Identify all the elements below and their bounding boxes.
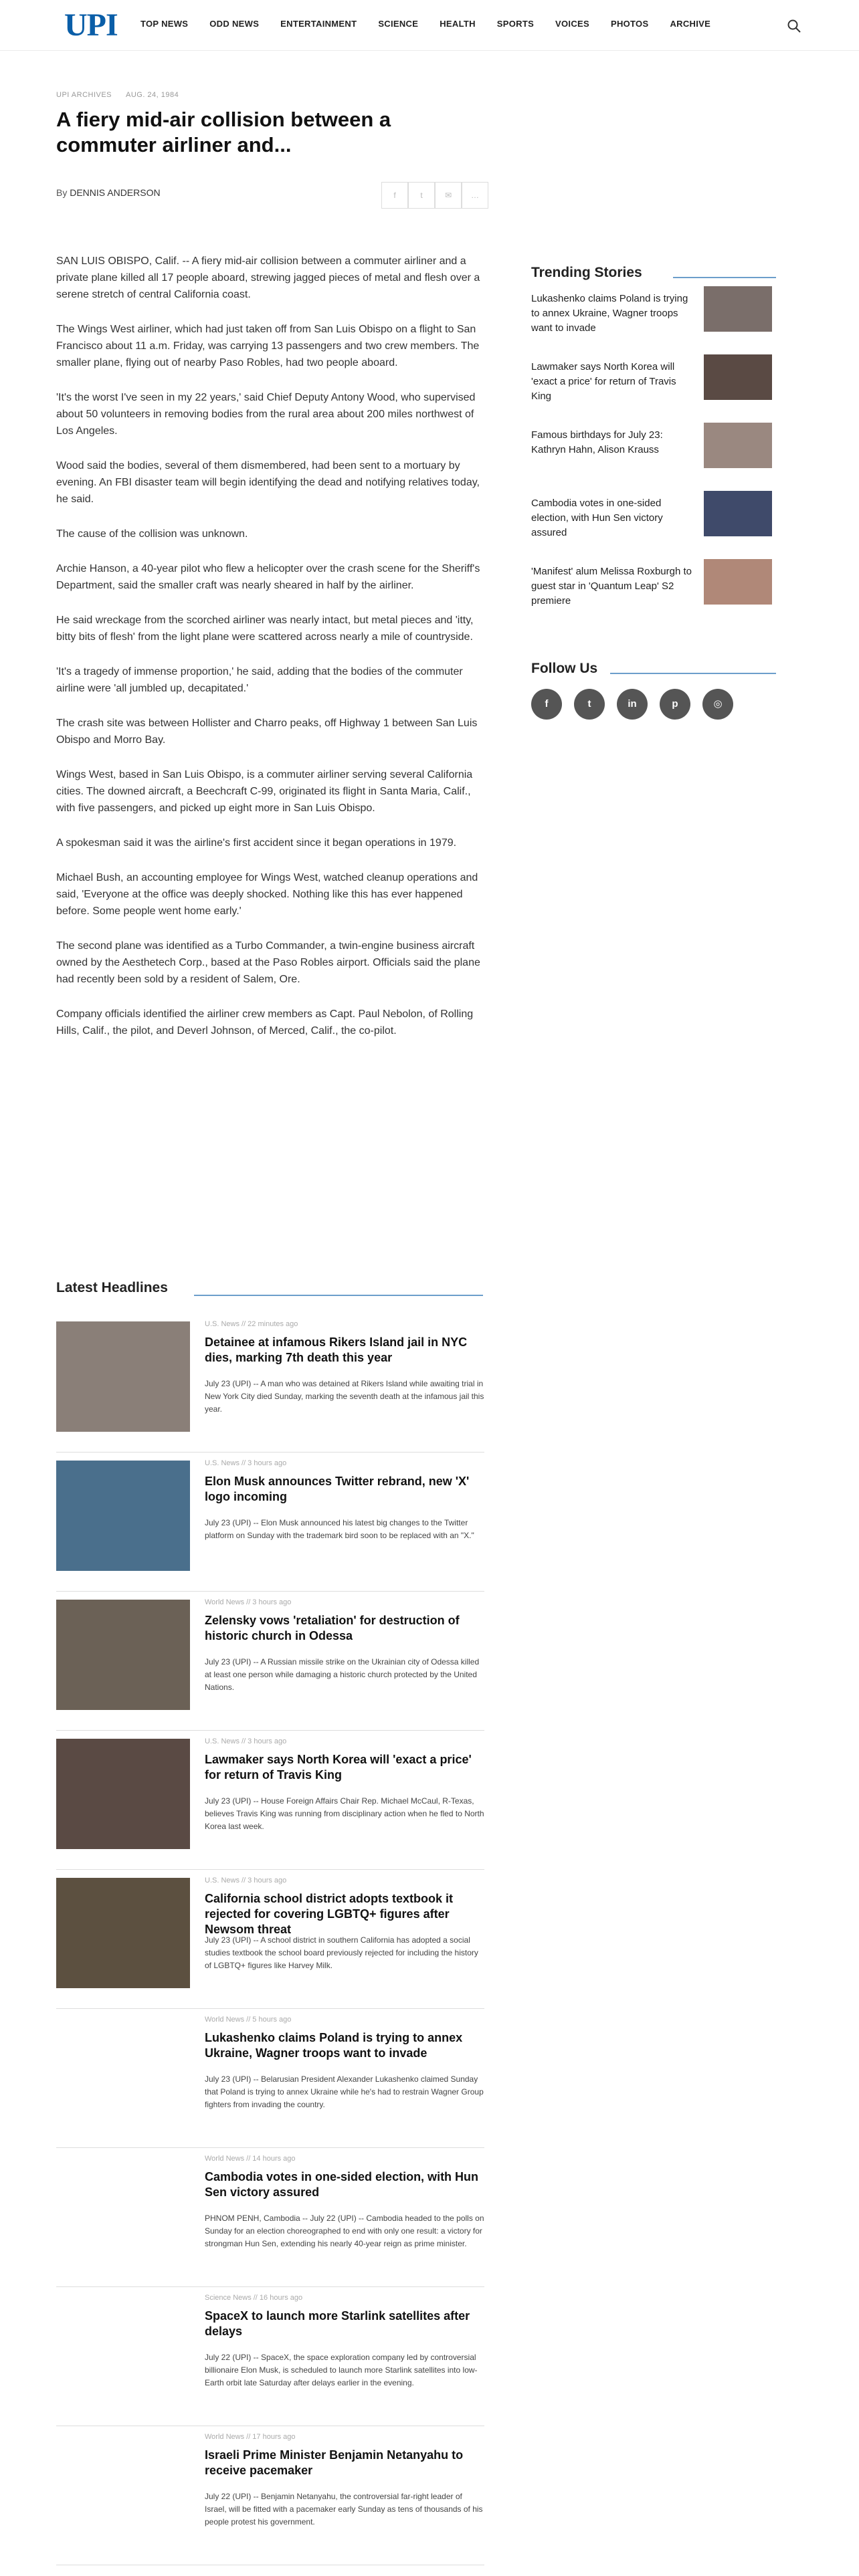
- article-paragraph: A spokesman said it was the airline's first accident since it began operations in 1979.: [56, 837, 457, 849]
- headline-summary: July 23 (UPI) -- Elon Musk announced his latest big changes to the Twitter platform on Sunday with the trademark bird soon to be replaced with an "X.": [205, 1518, 474, 1540]
- headline-category: World News // 17 hours ago: [205, 2433, 296, 2441]
- headline-title[interactable]: Israeli Prime Minister Benjamin Netanyahu to receive pacemaker: [205, 2448, 464, 2477]
- article-paragraph: The Wings West airliner, which had just taken off from San Luis Obispo on a flight to San Francisco about 11 a.m. Friday, was carrying 13 passengers and two crew members. The smaller plane, flying out of nearby Paso Robles, had two people aboard.: [56, 324, 480, 368]
- heading-divider: [610, 673, 776, 674]
- headline-summary: July 22 (UPI) -- Benjamin Netanyahu, the controversial far-right leader of Israel, will be fitted with a pacemaker early Sunday as tens of thousands of his people protest his government.: [205, 2492, 483, 2527]
- share-email-icon[interactable]: ✉: [435, 182, 462, 209]
- article-paragraph: Michael Bush, an accounting employee for Wings West, watched cleanup operations and said, 'Everyone at the office was deeply shocked. Nothing like this has ever happened before. Some people went home early.': [56, 872, 478, 917]
- headline-title[interactable]: Zelensky vows 'retaliation' for destruction of historic church in Odessa: [205, 1614, 460, 1642]
- trending-thumbnail[interactable]: [704, 354, 772, 400]
- article-paragraph: Archie Hanson, a 40-year pilot who flew a helicopter over the crash scene for the Sheriff's Department, said the smaller craft was nearly sheared in half by the airliner.: [56, 563, 480, 591]
- article-section[interactable]: UPI ARCHIVES: [56, 91, 112, 99]
- trending-thumbnail[interactable]: [704, 491, 772, 536]
- headline-summary: July 23 (UPI) -- A Russian missile strike on the Ukrainian city of Odessa killed at least one person while damaging a historic church protected by the United Nations.: [205, 1657, 480, 1692]
- twitter-icon[interactable]: t: [574, 689, 605, 720]
- article-title: A fiery mid-air collision between a commuter airliner and...: [56, 108, 391, 156]
- author-name[interactable]: DENNIS ANDERSON: [70, 187, 161, 198]
- headline-thumbnail[interactable]: [56, 1878, 190, 1988]
- nav-top-news[interactable]: TOP NEWS: [140, 19, 189, 29]
- article-paragraph: He said wreckage from the scorched airliner was nearly intact, but metal pieces and 'itty, bitty bits of flesh' from the light plane were scattered across nearly a mile of countryside.: [56, 615, 474, 643]
- headline-thumbnail[interactable]: [56, 1739, 190, 1849]
- trending-thumbnail[interactable]: [704, 559, 772, 605]
- trending-list: [531, 285, 772, 626]
- headline-thumbnail[interactable]: [56, 1461, 190, 1571]
- headline-title[interactable]: Lawmaker says North Korea will 'exact a price' for return of Travis King: [205, 1753, 472, 1782]
- headline-summary: July 23 (UPI) -- A school district in southern California has adopted a social studies textbook the school board previously rejected for including the history of LGBTQ+ figures like Harvey Milk.: [205, 1935, 478, 1970]
- headline-title[interactable]: Cambodia votes in one-sided election, with Hun Sen victory assured: [205, 2170, 479, 2199]
- trending-sidebar: [531, 265, 772, 626]
- follow-heading: [531, 661, 772, 681]
- nav-odd-news[interactable]: ODD NEWS: [209, 19, 260, 29]
- headline-item[interactable]: [56, 1313, 484, 1453]
- nav-voices[interactable]: VOICES: [555, 19, 589, 29]
- article-meta: [56, 91, 484, 102]
- article-paragraph: Company officials identified the airliner crew members as Capt. Paul Nebolon, of Rolling Hills, Calif., the pilot, and Deverl Johnson, of Merced, Calif., the co-pilot.: [56, 1008, 474, 1037]
- facebook-icon[interactable]: f: [531, 689, 562, 720]
- site-header: [0, 0, 859, 51]
- headline-item[interactable]: [56, 2009, 484, 2148]
- byline-prefix: By: [56, 187, 68, 198]
- headline-title[interactable]: Elon Musk announces Twitter rebrand, new 'X' logo incoming: [205, 1475, 470, 1503]
- trending-title[interactable]: Cambodia votes in one-sided election, with Hun Sen victory assured: [531, 498, 663, 538]
- share-buttons: [381, 182, 488, 209]
- share-twitter-icon[interactable]: t: [408, 182, 435, 209]
- trending-item[interactable]: [531, 490, 772, 558]
- headline-summary: July 23 (UPI) -- Belarusian President Alexander Lukashenko claimed Sunday that Poland is trying to annex Ukraine while he's had to restrain Wagner Group fighters from invading the country.: [205, 2074, 484, 2109]
- trending-title[interactable]: Lukashenko claims Poland is trying to annex Ukraine, Wagner troops want to invade: [531, 293, 688, 334]
- headline-title[interactable]: Lukashenko claims Poland is trying to annex Ukraine, Wagner troops want to invade: [205, 2031, 463, 2060]
- headline-category: World News // 3 hours ago: [205, 1598, 292, 1606]
- headline-thumbnail[interactable]: [56, 1321, 190, 1432]
- headline-item[interactable]: [56, 1731, 484, 1870]
- headline-item[interactable]: [56, 2426, 484, 2565]
- article-body: [56, 253, 484, 1057]
- article-paragraph: The second plane was identified as a Turbo Commander, a twin-engine business aircraft owned by the Aesthetech Corp., based at the Paso Robles airport. Officials said the plane had recently been sold by a resident of Salem, Ore.: [56, 940, 480, 985]
- headline-category: World News // 5 hours ago: [205, 2016, 292, 2024]
- trending-item[interactable]: [531, 421, 772, 490]
- social-icons: [531, 689, 733, 720]
- headline-summary: July 23 (UPI) -- A man who was detained at Rikers Island while awaiting trial in New York City died Sunday, marking the seventh death at the infamous jail this year.: [205, 1379, 484, 1414]
- heading-divider: [673, 277, 776, 278]
- headline-category: U.S. News // 3 hours ago: [205, 1737, 287, 1745]
- nav-entertainment[interactable]: ENTERTAINMENT: [280, 19, 357, 29]
- trending-item[interactable]: [531, 285, 772, 353]
- article-paragraph: Wood said the bodies, several of them dismembered, had been sent to a mortuary by evening. An FBI disaster team will begin identifying the dead and notifying relatives today, he said.: [56, 460, 480, 505]
- trending-thumbnail[interactable]: [704, 286, 772, 332]
- nav-archive[interactable]: ARCHIVE: [670, 19, 711, 29]
- linkedin-icon[interactable]: in: [617, 689, 648, 720]
- nav-sports[interactable]: SPORTS: [496, 19, 535, 29]
- headline-title[interactable]: California school district adopts textbook it rejected for covering LGBTQ+ figures after Newsom threat: [205, 1892, 454, 1936]
- headline-category: Science News // 16 hours ago: [205, 2294, 303, 2302]
- trending-title[interactable]: Lawmaker says North Korea will 'exact a price' for return of Travis King: [531, 361, 676, 402]
- headline-summary: July 22 (UPI) -- SpaceX, the space exploration company led by controversial billionaire Elon Musk, is scheduled to launch more Starlink satellites into low-Earth orbit late Saturday after delays earlier in the evening.: [205, 2353, 478, 2387]
- nav-science[interactable]: SCIENCE: [378, 19, 419, 29]
- search-icon[interactable]: [787, 19, 801, 33]
- article-paragraph: The crash site was between Hollister and Charro peaks, off Highway 1 between San Luis Obispo and Morro Bay.: [56, 718, 478, 746]
- heading-divider: [194, 1295, 483, 1296]
- article-date: AUG. 24, 1984: [125, 91, 179, 99]
- share-comment-icon[interactable]: …: [462, 182, 488, 209]
- article-paragraph: Wings West, based in San Luis Obispo, is a commuter airliner serving several California cities. The downed aircraft, a Beechcraft C-99, originated its flight in Santa Maria, Calif., with five passengers, and picked up eight more in San Luis Obispo.: [56, 769, 473, 814]
- headline-item[interactable]: [56, 1453, 484, 1592]
- headline-item[interactable]: [56, 2148, 484, 2287]
- headline-item[interactable]: [56, 2287, 484, 2426]
- follow-us: [531, 661, 772, 710]
- headline-title[interactable]: Detainee at infamous Rikers Island jail in NYC dies, marking 7th death this year: [205, 1335, 468, 1364]
- headline-category: U.S. News // 3 hours ago: [205, 1459, 287, 1467]
- latest-headlines-list: [56, 1313, 484, 2565]
- headline-item[interactable]: [56, 1592, 484, 1731]
- article: [56, 91, 484, 1037]
- trending-item[interactable]: [531, 353, 772, 421]
- trending-title[interactable]: 'Manifest' alum Melissa Roxburgh to guest star in 'Quantum Leap' S2 premiere: [531, 566, 692, 607]
- follow-heading-text: Follow Us: [531, 661, 598, 676]
- instagram-icon[interactable]: ◎: [702, 689, 733, 720]
- headline-thumbnail[interactable]: [56, 1600, 190, 1710]
- article-paragraph: The cause of the collision was unknown.: [56, 528, 248, 540]
- share-facebook-icon[interactable]: f: [381, 182, 408, 209]
- latest-headlines-heading: Latest Headlines: [56, 1280, 168, 1295]
- main-nav: [140, 19, 710, 29]
- trending-heading-text: Trending Stories: [531, 265, 642, 280]
- article-paragraph: 'It's a tragedy of immense proportion,' he said, adding that the bodies of the commuter airline were 'all jumbled up, decapitated.': [56, 666, 463, 694]
- nav-health[interactable]: HEALTH: [440, 19, 476, 29]
- trending-thumbnail[interactable]: [704, 423, 772, 468]
- article-paragraph: SAN LUIS OBISPO, Calif. -- A fiery mid-air collision between a commuter airliner and a private plane killed all 17 people aboard, strewing jagged pieces of metal and flesh over a serene stretch of central California coast.: [56, 255, 480, 300]
- headline-category: World News // 14 hours ago: [205, 2155, 296, 2163]
- pinterest-icon[interactable]: p: [660, 689, 690, 720]
- headline-item[interactable]: [56, 1870, 484, 2009]
- headline-category: U.S. News // 3 hours ago: [205, 1876, 287, 1885]
- headline-title[interactable]: SpaceX to launch more Starlink satellites after delays: [205, 2309, 470, 2338]
- trending-title[interactable]: Famous birthdays for July 23: Kathryn Hahn, Alison Krauss: [531, 429, 663, 455]
- trending-heading: [531, 265, 772, 285]
- nav-photos[interactable]: PHOTOS: [610, 19, 649, 29]
- article-paragraph: 'It's the worst I've seen in my 22 years,' said Chief Deputy Antony Wood, who supervised about 50 volunteers in removing bodies from the rural area about 200 miles northwest of Los Angeles.: [56, 392, 476, 437]
- byline: [56, 187, 161, 198]
- upi-logo[interactable]: UPI: [64, 7, 118, 43]
- headline-summary: PHNOM PENH, Cambodia -- July 22 (UPI) -- Cambodia headed to the polls on Sunday for an election choreographed to end with only one result: a victory for strongman Hun Sen, extending his nearly 40-year reign as prime minister.: [205, 2214, 484, 2248]
- headline-summary: July 23 (UPI) -- House Foreign Affairs Chair Rep. Michael McCaul, R-Texas, believes Travis King was running from disciplinary action when he fled to North Korea last week.: [205, 1796, 484, 1831]
- trending-item[interactable]: [531, 558, 772, 626]
- headline-category: U.S. News // 22 minutes ago: [205, 1320, 298, 1328]
